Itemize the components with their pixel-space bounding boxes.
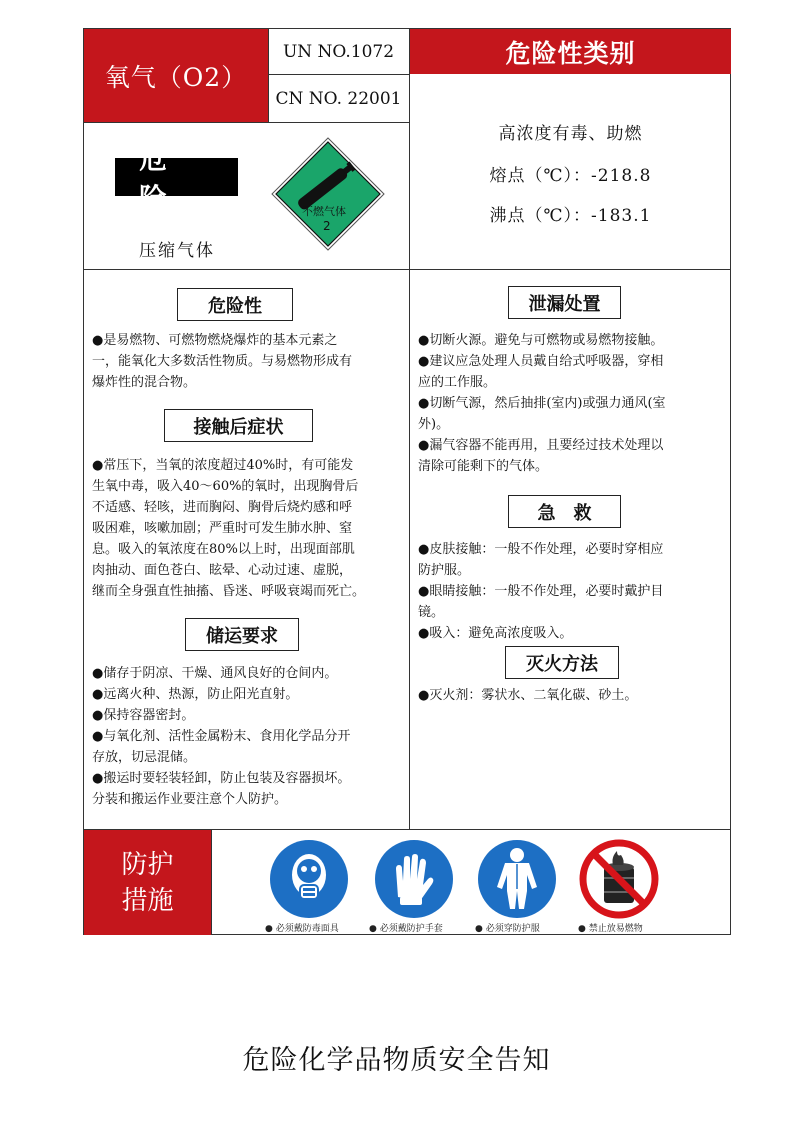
section-fire-text: ●灭火剂：雾状水、二氧化碳、砂土。 [418,688,638,703]
protective-suit-sign [477,839,557,919]
document-title: 危险化学品物质安全告知 [242,1045,551,1076]
protection-label-line2: 措施 [121,885,174,916]
safety-card [83,28,731,935]
section-first-aid-title: 急 救 [508,495,621,528]
substance-name: 氧气（O2） [104,62,248,92]
melting-point: 熔点（℃）：-218.8 [489,166,652,186]
boiling-point: 沸点（℃）：-183.1 [489,206,652,226]
gloves-icon [374,839,454,919]
icon-caption-suit: ● 必须穿防护服 [475,924,540,934]
gas-type-label: 压缩气体 [139,241,215,261]
cn-number: CN NO. 22001 [275,88,402,109]
substance-name-cell [84,29,268,122]
hazard-category-title: 危险性类别 [410,29,731,74]
section-first-aid-text: ●皮肤接触：一般不作处理，必要时穿相应 防护服。 ●眼睛接触：一般不作处理，必要时戴护目 镜。 ●吸入：避免高浓度吸入。 [418,542,664,641]
section-leak-title: 泄漏处置 [508,286,621,319]
signal-word-badge: 危险 [115,158,238,196]
properties-panel [410,75,731,269]
section-symptoms-title: 接触后症状 [164,409,313,442]
hazard-summary: 高浓度有毒、助燃 [498,124,643,144]
nonflammable-gas-diamond [269,135,387,253]
icon-caption-gas-mask: ● 必须戴防毒面具 [265,924,339,934]
icon-caption-gloves: ● 必须戴防护手套 [369,924,443,934]
section-fire-title: 灭火方法 [505,646,619,679]
section-storage-text: ●储存于阴凉、干燥、通风良好的仓间内。 ●远离火种、热源，防止阳光直射。 ●保持容器密封。 ●与氧化剂、活性金属粉末、食用化学品分开 存放，切忌混储。 ●搬运时要轻装轻卸，防止包装及容器损坏。 分装和搬运作业要注意个人防护。 [92,666,351,807]
section-storage-title: 储运要求 [185,618,299,651]
gas-mask-icon [269,839,349,919]
gas-mask-sign [269,839,349,919]
no-flammables-icon [577,837,661,921]
gloves-sign [374,839,454,919]
section-hazard-title: 危险性 [177,288,293,321]
gas-cylinder-icon [269,135,387,253]
diamond-text: 不燃气体 [302,205,346,218]
protective-suit-icon [477,839,557,919]
icon-caption-no-flammables: ● 禁止放易燃物 [578,924,643,934]
un-number: UN NO.1072 [282,41,395,62]
section-hazard-text: ●是易燃物、可燃物燃烧爆炸的基本元素之 一，能氧化大多数活性物质。与易燃物形成有 爆炸性的混合物。 [92,333,353,390]
section-symptoms-text: ●常压下，当氧的浓度超过40%时，有可能发 生氧中毒，吸入40～60%的氧时，出现胸骨后 不适感、轻咳，进而胸闷、胸骨后烧灼感和呼 吸困难，咳嗽加剧；严重时可发生肺水肿、窒 息。吸入的氧浓度在80%以上时，出现面部肌 肉抽动、面色苍白、眩晕、心动过速、虚脱， 继而全身强直性抽搐、昏迷、呼吸衰竭而死亡。 [92,458,366,599]
section-leak-text: ●切断火源。避免与可燃物或易燃物接触。 ●建议应急处理人员戴自给式呼吸器，穿相 应的工作服。 ●切断气源，然后抽排(室内)或强力通风(室 外)。 ●漏气容器不能再用，且要经过技术处理以 清除可能剩下的气体。 [418,333,666,474]
protection-label-cell [84,830,211,935]
no-flammables-sign [577,837,661,921]
protection-label-line1: 防护 [121,849,174,880]
diamond-class-number: 2 [323,219,331,233]
